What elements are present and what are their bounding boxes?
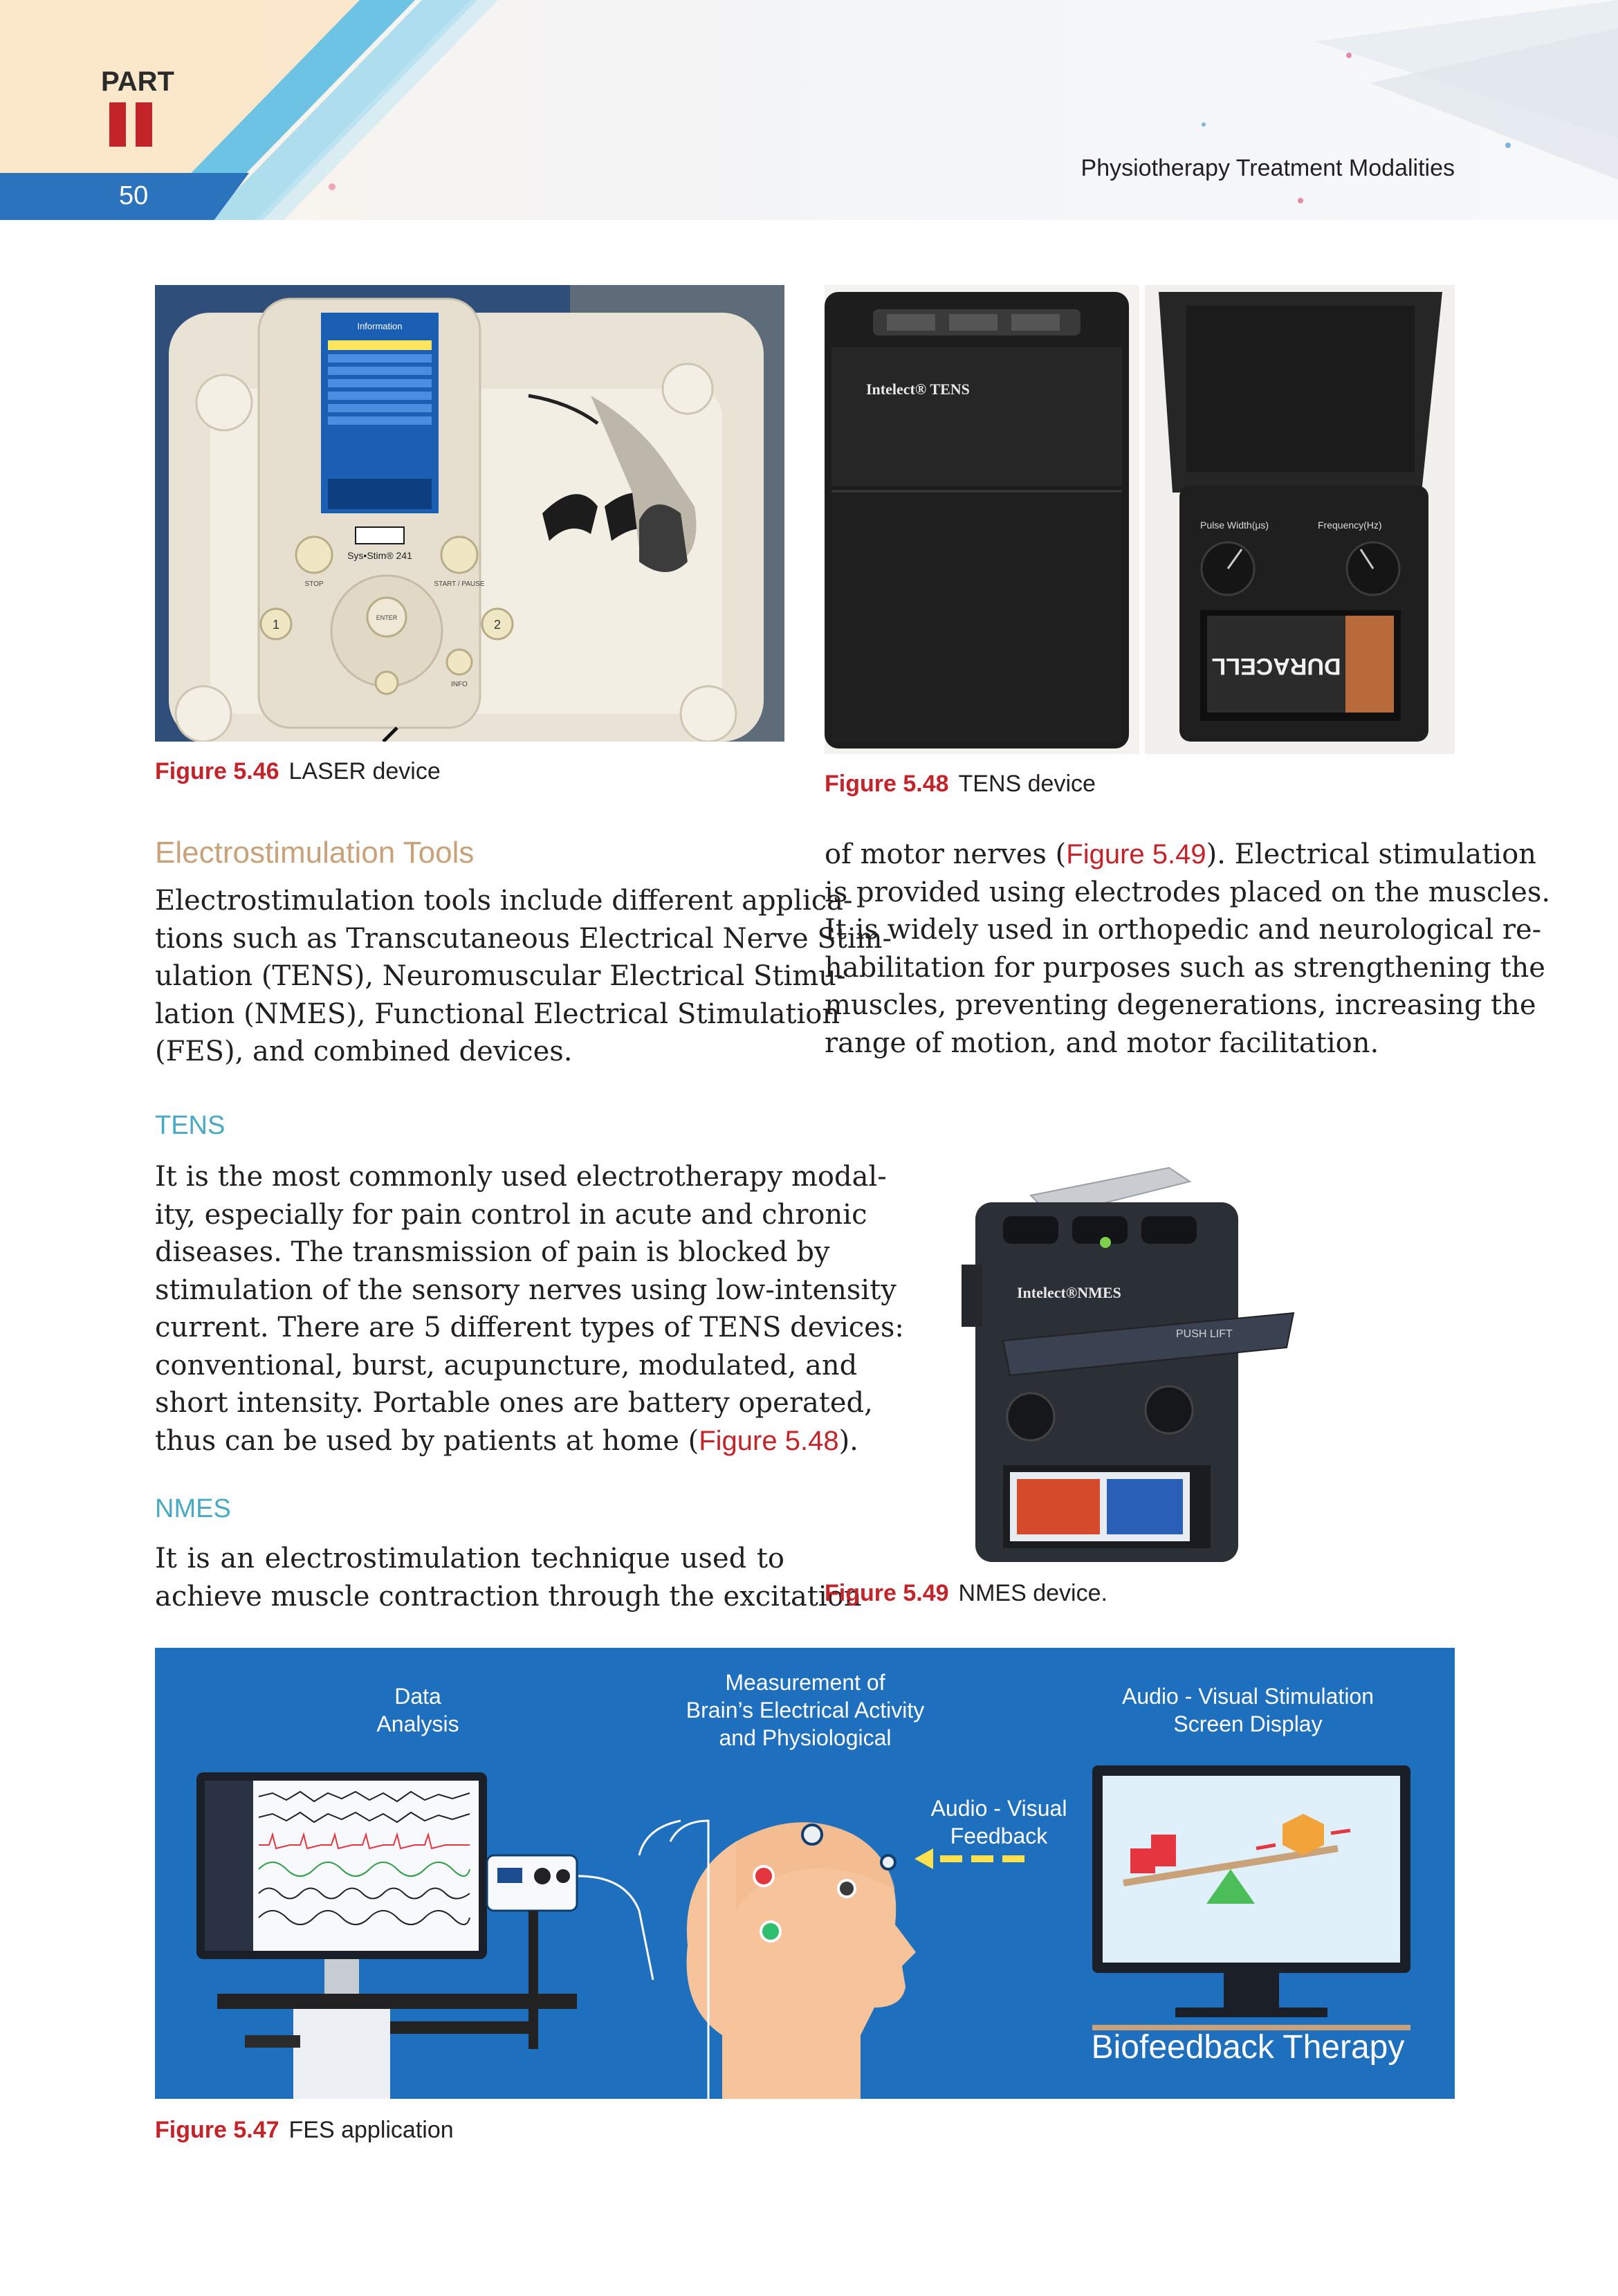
figure-5-46-label: Figure 5.46 bbox=[155, 758, 279, 784]
figure-5-49-label: Figure 5.49 bbox=[825, 1580, 949, 1606]
nmes-line: It is an electrostimulation technique used to bbox=[155, 1543, 784, 1574]
feedback-line: Feedback bbox=[950, 1824, 1048, 1848]
figure-5-47-caption bbox=[155, 2117, 454, 2144]
laser-screen-title: Information bbox=[357, 321, 403, 331]
stop-button[interactable] bbox=[296, 537, 332, 573]
part-numeral-graphic bbox=[104, 102, 152, 147]
stimulation-label bbox=[1082, 1682, 1414, 1738]
tens-line-last bbox=[155, 1422, 858, 1460]
right-line: habilitation for purposes such as strengthening the bbox=[825, 951, 1545, 984]
tens-last-text: thus can be used by patients at home ( bbox=[155, 1424, 699, 1457]
fes-illustration bbox=[155, 1648, 1455, 2099]
tens-line: stimulation of the sensory nerves using low-intensity bbox=[155, 1274, 897, 1306]
info-label: INFO bbox=[451, 681, 468, 688]
tens-line: short intensity. Portable ones are battery operated, bbox=[155, 1387, 873, 1419]
data-analysis-line: Data bbox=[394, 1684, 441, 1709]
right-line: It is widely used in orthopedic and neurological re- bbox=[825, 914, 1542, 946]
figure-5-48-link[interactable]: Figure 5.48 bbox=[699, 1425, 839, 1456]
stop-label: STOP bbox=[304, 580, 324, 588]
intro-line: Electrostimulation tools include different applica- bbox=[155, 885, 853, 917]
figure-5-48-text: TENS device bbox=[958, 771, 1096, 797]
intro-line: (FES), and combined devices. bbox=[155, 1036, 573, 1067]
running-title: Physiotherapy Treatment Modalities bbox=[1081, 155, 1455, 181]
intro-line: lation (NMES), Functional Electrical Stimulation bbox=[155, 998, 840, 1030]
section-title: Electrostimulation Tools bbox=[155, 836, 475, 870]
tens-pulse-width-label: Pulse Width(μs) bbox=[1200, 520, 1269, 531]
tens-line: current. There are 5 different types of TENS devices: bbox=[155, 1312, 904, 1343]
tens-heading: TENS bbox=[155, 1111, 226, 1140]
nmes-brand-label: Intelect®NMES bbox=[1017, 1284, 1121, 1301]
start-pause-button[interactable] bbox=[441, 537, 477, 573]
nmes-line: achieve muscle contraction through the excitation bbox=[155, 1580, 862, 1613]
tens-last-close: ). bbox=[838, 1424, 858, 1457]
figure-5-48-caption bbox=[825, 771, 1096, 798]
right-paragraph bbox=[825, 836, 1551, 1062]
right-first-text: of motor nerves ( bbox=[825, 838, 1067, 870]
measurement-label bbox=[612, 1669, 999, 1752]
tens-brand-label: Intelect® TENS bbox=[866, 380, 970, 398]
right-line: is provided using electrodes placed on the muscles. bbox=[825, 876, 1551, 908]
figure-5-49-text: NMES device. bbox=[958, 1580, 1107, 1606]
tens-paragraph bbox=[155, 1158, 904, 1460]
info-button[interactable] bbox=[447, 650, 472, 674]
nmes-push-lift-label: PUSH LIFT bbox=[1176, 1328, 1233, 1340]
page-header bbox=[0, 0, 1618, 220]
tens-line: conventional, burst, acupuncture, modulated, and bbox=[155, 1349, 858, 1381]
right-line: range of motion, and motor facilitation. bbox=[825, 1027, 1379, 1059]
right-line-first bbox=[825, 836, 1536, 874]
feedback-line: Audio - Visual bbox=[930, 1796, 1067, 1821]
header-decoration bbox=[0, 0, 1618, 220]
nmes-paragraph bbox=[155, 1540, 862, 1615]
feedback-label bbox=[902, 1794, 1096, 1850]
measurement-line: and Physiological bbox=[719, 1725, 892, 1750]
intro-paragraph bbox=[155, 882, 892, 1071]
data-analysis-label bbox=[155, 1682, 681, 1738]
figure-5-46-text: LASER device bbox=[288, 758, 441, 784]
figure-5-46-caption bbox=[155, 758, 441, 785]
channel-2-label: 2 bbox=[493, 618, 502, 632]
start-pause-label: START / PAUSE bbox=[434, 580, 485, 588]
tens-device-photo-open bbox=[1145, 285, 1455, 754]
stimulation-line: Audio - Visual Stimulation bbox=[1121, 1684, 1375, 1709]
right-first-close: ). Electrical stimulation bbox=[1206, 838, 1536, 870]
figure-5-47-label: Figure 5.47 bbox=[155, 2117, 279, 2143]
intro-line: tions such as Transcutaneous Electrical Nerve Stim- bbox=[155, 922, 892, 955]
ramp-dial[interactable] bbox=[1146, 1386, 1193, 1433]
tens-line: ity, especially for pain control in acute and chronic bbox=[155, 1198, 867, 1231]
figure-5-49-link[interactable]: Figure 5.49 bbox=[1066, 839, 1206, 870]
part-label: PART bbox=[101, 66, 174, 97]
laser-device-photo bbox=[155, 285, 784, 742]
tens-line: diseases. The transmission of pain is blocked by bbox=[155, 1236, 830, 1268]
measurement-line: Brain’s Electrical Activity bbox=[686, 1698, 925, 1723]
tens-line: It is the most commonly used electrotherapy modal- bbox=[155, 1161, 887, 1193]
data-analysis-line: Analysis bbox=[376, 1711, 459, 1736]
tens-frequency-label: Frequency(Hz) bbox=[1318, 520, 1382, 531]
laser-brand-label: Sys•Stim® 241 bbox=[347, 550, 412, 561]
intro-line: ulation (TENS), Neuromuscular Electrical Stimu- bbox=[155, 960, 846, 992]
figure-5-48-label: Figure 5.48 bbox=[825, 771, 949, 797]
stimulation-line: Screen Display bbox=[1173, 1711, 1323, 1736]
page-number: 50 bbox=[119, 181, 149, 210]
contraction-time-dial[interactable] bbox=[1007, 1393, 1054, 1440]
enter-label: ENTER bbox=[376, 614, 398, 621]
nmes-heading: NMES bbox=[155, 1494, 231, 1523]
nmes-device-photo bbox=[962, 1154, 1321, 1565]
figure-5-47-text: FES application bbox=[288, 2117, 454, 2143]
figure-5-49-caption bbox=[825, 1580, 1107, 1607]
biofeedback-therapy-title: Biofeedback Therapy bbox=[1091, 2029, 1405, 2066]
battery-label: DURACELL bbox=[1211, 653, 1341, 679]
tens-device-photo-closed bbox=[825, 285, 1139, 754]
right-line: muscles, preventing degenerations, increasing the bbox=[825, 989, 1536, 1021]
channel-1-label: 1 bbox=[272, 618, 280, 632]
measurement-line: Measurement of bbox=[725, 1670, 885, 1695]
